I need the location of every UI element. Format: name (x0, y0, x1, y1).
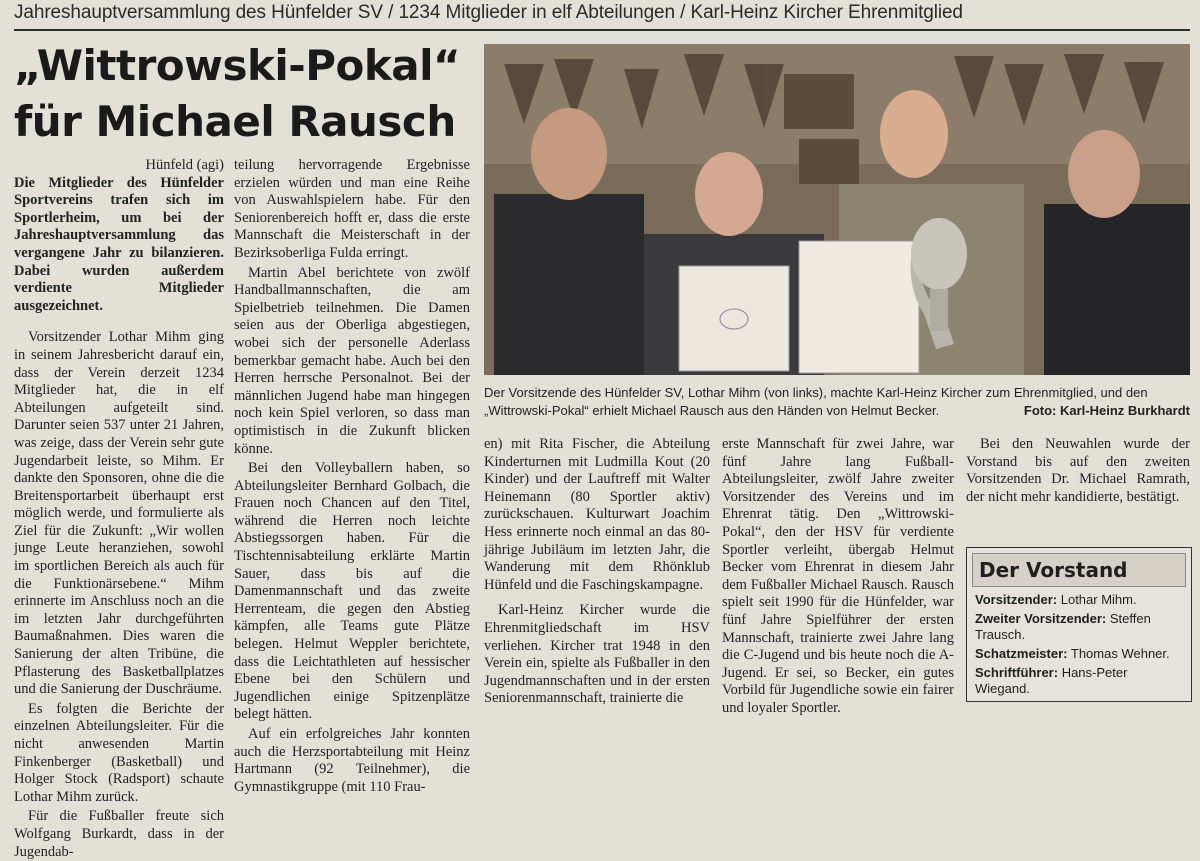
paragraph: Bei den Volleyballern haben, so Abteilungsleiter Bernhard Golbach, die Frauen noch Chancen auf den Titel, während die Herren noch leichte Abstiegssorgen haben. Für die Tischtennisabteilung erklärte Martin Sauer, dass bis auf die Damenmannschaft und das zweite Herrenteam, die gegen den Abstieg kämpfen, alle Teams gute Plätze belegen. Helmut Weppler berichtete, dass die Leichtathleten auf hessischer Ebene bei den Schülern und Jugendlichen einige Spitzenplätze belegt hätten. (234, 460, 470, 723)
paragraph: Bei den Neuwahlen wurde der Vorstand bis auf den zweiten Vorsitzenden Dr. Michael Ramrath, der nicht mehr kandidierte, bestätigt. (966, 436, 1190, 505)
board-role: Schatzmeister: (975, 646, 1068, 661)
paragraph: erste Mannschaft für zwei Jahre, war fünf Jahre lang Fußball-Abteilungsleiter, zwölf Jahre zweiter Vorsitzender des Vereins und im Ehrenrat tätig. Den „Wittrowski-Pokal“, den der HSV für verdiente Sportler verleiht, übergab Helmut Becker vom Ehrenrat in diesem Jahr dem Fußballer Michael Rausch. Rausch spielt seit 1990 für die Hünfelder, war fünf Jahre Spielführer der ersten Mannschaft, trainierte zwei Jahre lang die C-Jugend und bis heute noch die A-Jugend. Er sei, so Becker, ein gutes Vorbild für Jugendliche sowie ein fairer und loyaler Sportler. (722, 436, 954, 716)
paragraph: Für die Fußballer freute sich Wolfgang Burkardt, dass in der Jugendab- (14, 808, 224, 860)
dateline: Hünfeld (agi) (145, 157, 224, 173)
board-members-box (966, 547, 1192, 702)
caption-text: Der Vorsitzende des Hünfelder SV, Lothar Mihm (von links), machte Karl-Heinz Kircher zum Ehrenmitglied, und den „Wittrowski-Pokal“ erhielt Michael Rausch aus den Händen von Helmut Becker. (484, 385, 1148, 418)
lead-paragraph: Die Mitglieder des Hünfelder Sportvereins trafen sich im Sportlerheim, um bei der Jahreshauptversammlung das vergangene Jahr zu bilanzieren. Dabei wurden außerdem verdiente Mitglieder ausgezeichnet. (14, 174, 224, 314)
board-name: Lothar Mihm. (1060, 592, 1137, 607)
board-member-list (967, 592, 1191, 697)
group-photo-image (484, 44, 1190, 375)
article-column-3 (484, 436, 710, 706)
paragraph: Martin Abel berichtete von zwölf Handballmannschaften, die am Spielbetrieb teilnehmen. Die Damen seien aus der Oberliga abgestiegen, wobei sich der personelle Aderlass bemerkbar gemacht habe. Auch bei den Herren herrsche Personalnot. Bei der männlichen Jugend habe man hingegen noch kein Spiel verloren, so dass man optimistisch in die Zukunft blicken könne. (234, 264, 470, 457)
board-member-row (975, 646, 1183, 662)
headline (14, 38, 474, 150)
article-column-5 (966, 436, 1190, 536)
headline-line-2: für Michael Rausch (14, 97, 456, 146)
photo-credit: Foto: Karl-Heinz Burkhardt (1023, 403, 1190, 418)
board-role: Schriftführer: (975, 665, 1059, 680)
article-column-4 (722, 436, 954, 716)
board-name: Steffen Trausch. (975, 611, 1151, 642)
headline-line-1: „Wittrowski-Pokal“ (14, 41, 461, 90)
kicker-line: Jahreshauptversammlung des Hünfelder SV / 1234 Mitglieder in elf Abteilungen / Karl-Heinz Kircher Ehrenmitglied (14, 2, 963, 23)
paragraph: teilung hervorragende Ergebnisse erzielen würden und man eine Reihe von Auswahlspielern habe. Für den Seniorenbereich hofft er, dass die erste Mannschaft die Meisterschaft in der Bezirksoberliga Fulda erringt. (234, 157, 470, 261)
board-role: Zweiter Vorsitzender: (975, 611, 1107, 626)
board-name: Thomas Wehner. (1070, 646, 1170, 661)
paragraph: Vorsitzender Lothar Mihm ging in seinem Jahresbericht darauf ein, dass der Verein derzeit 1234 Mitglieder hat, die in elf Abteilungen aufgeteilt sind. Darunter seien 537 unter 21 Jahren, was zeige, dass der Verein sehr gute Jugendarbeit leiste, so Mihm. Er dankte den Sponsoren, ohne die die Breitensportarbeit überhaupt erst möglich werde, und formulierte als Ziel für die Zukunft: „Wir wollen junge Leute heranziehen, sowohl im sportlichen Bereich als auch für die Funktionärsebene.“ Mihm erinnerte im Anschluss noch an die im letzten Jahr durchgeführten Baumaßnahmen. Dies waren die Sanierung der alten Tribüne, die Pflasterung des Basketballplatzes und die Sanierung der Duschräume. (14, 329, 224, 698)
article-column-1 (14, 157, 224, 860)
kicker-rule (14, 29, 1190, 31)
board-role: Vorsitzender: (975, 592, 1058, 607)
board-member-row (975, 611, 1183, 643)
board-member-row (975, 592, 1183, 608)
paragraph: en) mit Rita Fischer, die Abteilung Kinderturnen mit Ludmilla Kout (20 Kinder) und der Lauftreff mit Walter Heinemann (80 Sportler aktiv) zurückschauen. Kulturwart Joachim Hess erinnerte noch einmal an das 80-jährige Jubiläum im letzten Jahr, die Wanderung mit dem Rhönklub Hünfeld und die Faschingskampagne. (484, 436, 710, 593)
paragraph: Karl-Heinz Kircher wurde die Ehrenmitgliedschaft im HSV verliehen. Kircher trat 1948 in den Verein ein, spielte als Fußballer in den Jugendmannschaften und in der ersten Seniorenmannschaft, trainierte die (484, 602, 710, 707)
paragraph: Auf ein erfolgreiches Jahr konnten auch die Herzsportabteilung mit Heinz Hartmann (92 Teilnehmer), die Gymnastikgruppe (mit 110 Frau- (234, 726, 470, 795)
photo-caption (484, 384, 1190, 420)
board-name: Hans-Peter Wiegand. (975, 665, 1128, 696)
article-column-2 (234, 157, 470, 795)
board-box-title: Der Vorstand (972, 553, 1186, 587)
paragraph: Es folgten die Berichte der einzelnen Abteilungsleiter. Für die nicht anwesenden Martin Finkenberger (Basketball) und Holger Stock (Radsport) schaute Lothar Mihm zurück. (14, 700, 224, 805)
board-member-row (975, 665, 1183, 697)
